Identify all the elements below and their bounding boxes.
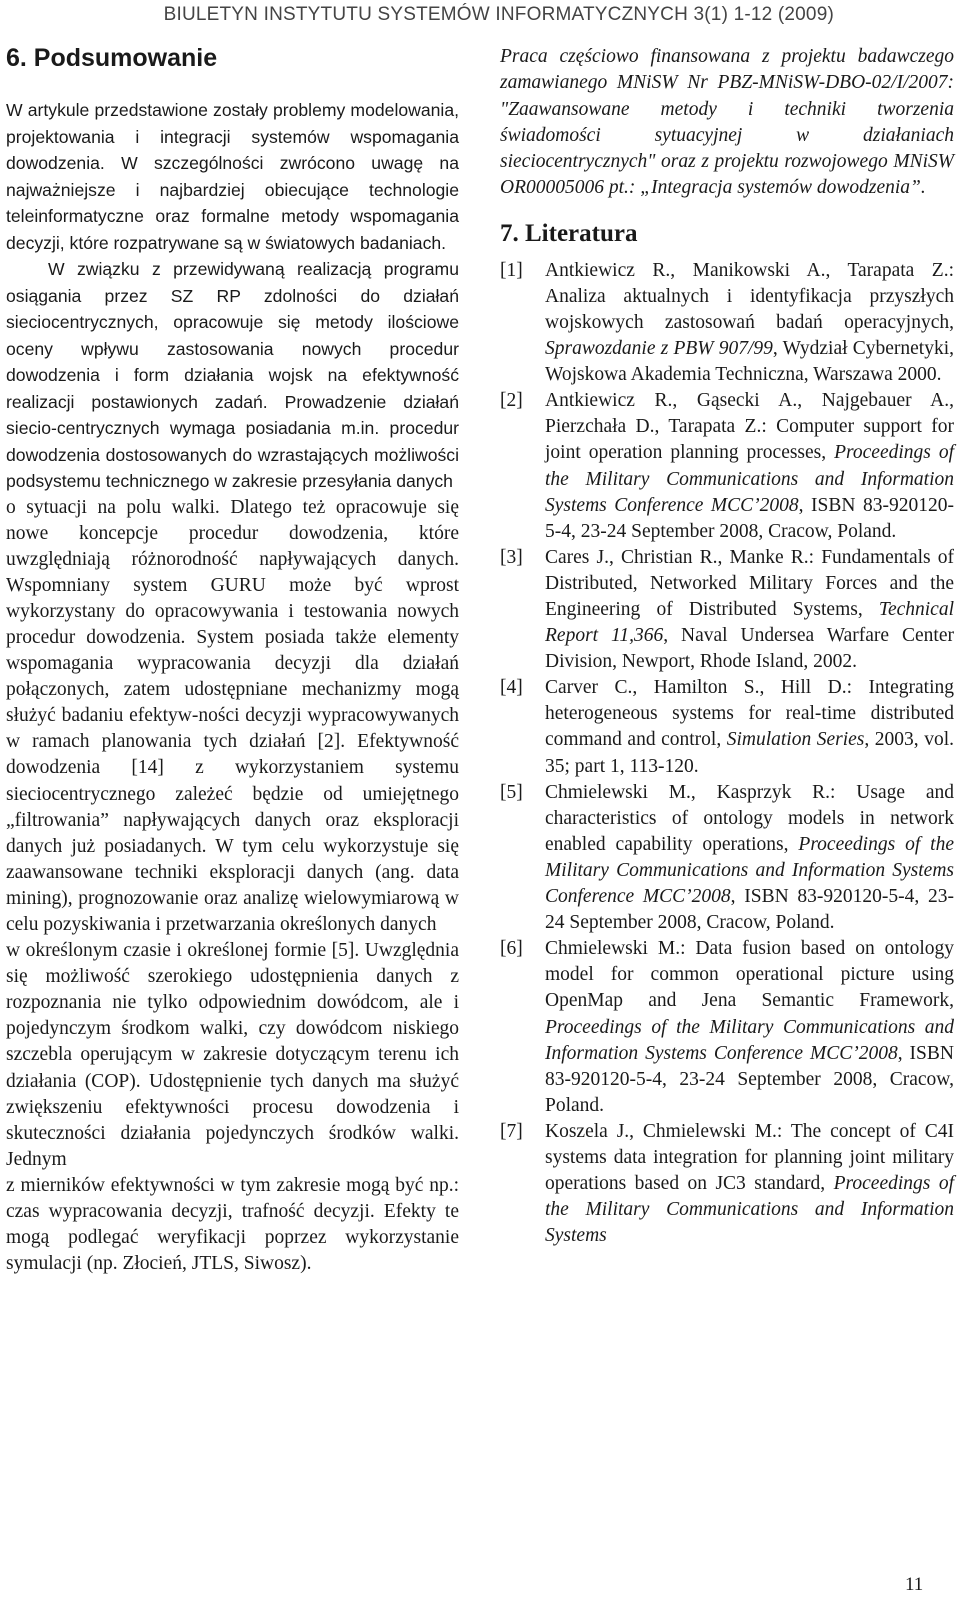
section-7-title: 7. Literatura (500, 219, 638, 247)
reference-number: [4] (500, 677, 523, 699)
reference-number: [3] (500, 546, 523, 568)
reference-text: Chmielewski M.: Data fusion based on ontology model for common operational picture using OpenMap and Jena Semantic Framework, Proceedings of the Military Communications and Information Systems Conference MCC’2008, ISBN 83-920120-5-4, 23-24 September 2008, Cracow, Poland. (545, 938, 954, 1116)
reference-item (500, 388, 954, 545)
summary-paragraph-4: w określonym czasie i określonej formie [5]. Uwzględnia się możliwość szerokiego udostępnienia danych z rozpoznania nie tylko odpowiednim dowódcom, ale i pojedynczym środkom walki, czy dowódcom niskiego szczebla operującym w zakresie dotyczącym terenu ich działania (COP). Udostępnienie tych danych ma służyć zwiększeniu efektywności procesu dowodzenia i skuteczności działania pojedynczych środków walki. Jednym (6, 940, 459, 1170)
reference-text: Koszela J., Chmielewski M.: The concept of C4I systems data integration for planning joint military operations based on JC3 standard, Proceedings of the Military Communications and Information Systems (545, 1120, 954, 1247)
reference-item (500, 936, 954, 1119)
summary-paragraph-5: z mierników efektywności w tym zakresie mogą być np.: czas wypracowania decyzji, trafność decyzji. Efekty te mogą podlegać weryfikacji poprzez wykorzystanie symulacji (np. Złocień, JTLS, Siwosz). (6, 1174, 459, 1275)
right-column (500, 44, 954, 1249)
running-header: BIULETYN INSTYTUTU SYSTEMÓW INFORMATYCZNYCH 3(1) 1-12 (2009) (163, 4, 834, 25)
summary-paragraph-3: o sytuacji na polu walki. Dlatego też opracowuje się nowe koncepcje procedur dowodzenia, które uwzględniają różnorodność napływających danych. Wspomniany system GURU może być wprost wykorzystany do opracowywania i testowania nowych procedur dowodzenia. System posiada także elementy wspomagania wypracowania decyzji dla działań połączonych, zatem udostępniane mechanizmy mogą służyć badaniu efektyw-ności decyzji wypracowywanych w ramach planowania tych działań [2]. Efektywność dowodzenia [14] z wykorzystaniem systemu sieciocentrycznego zależeć będzie od umiejętnego „filtrowania” napływających danych oraz eksploracji danych już posiadanych. W tym celu wykorzystuje się zaawansowane techniki eksploracji danych (ang. data mining), prognozowanie oraz analizę wielowymiarową w celu pozyskiwania i przetwarzania określonych danych (6, 496, 459, 935)
reference-text: Carver C., Hamilton S., Hill D.: Integrating heterogeneous systems for real-time distributed command and control, Simulation Series, 2003, vol. 35; part 1, 113-120. (545, 677, 954, 777)
summary-paragraph-1: W artykule przedstawione zostały problemy modelowania, projektowania i integracji systemów wspomagania dowodzenia. W szczególności zwrócono uwagę na najważniejsze i najbardziej obiecujące technologie teleinformatyczne oraz formalne metody wspomagania decyzji, które rozpatrywane są w światowych badaniach. (6, 100, 459, 253)
reference-list (500, 258, 954, 1250)
reference-text: Antkiewicz R., Manikowski A., Tarapata Z.: Analiza aktualnych i identyfikacja przyszłych wojskowych zastosowań badań operacyjnych, Sprawozdanie z PBW 907/99, Wydział Cybernetyki, Wojskowa Akademia Techniczna, Warszawa 2000. (545, 259, 954, 386)
summary-paragraph-2: W związku z przewidywaną realizacją programu osiągania przez SZ RP zdolności do działań sieciocentrycznych, opracowuje się metody ilościowe oceny wpływu zastosowania nowych procedur dowodzenia i form działania wojsk na efektywność realizacji postawionych zadań. Prowadzenie działań siecio-centrycznych wymaga posiadania m.in. procedur dowodzenia dostosowanych do wzrastających możliwości podsystemu technicznego w zakresie przesyłania danych (6, 259, 459, 491)
reference-text: Cares J., Christian R., Manke R.: Fundamentals of Distributed, Networked Military Forces and the Engineering of Distributed Systems, Technical Report 11,366, Naval Undersea Warfare Center Division, Newport, Rhode Island, 2002. (545, 546, 954, 673)
reference-number: [7] (500, 1120, 523, 1142)
left-column (6, 44, 459, 1277)
reference-item (500, 258, 954, 388)
reference-item (500, 1119, 954, 1249)
reference-number: [2] (500, 390, 523, 412)
reference-text: Chmielewski M., Kasprzyk R.: Usage and characteristics of ontology models in network enabled capability operations, Proceedings of the Military Communications and Information Systems Conference MCC’2008, ISBN 83-920120-5-4, 23-24 September 2008, Cracow, Poland. (545, 781, 954, 934)
funding-note: Praca częściowo finansowana z projektu badawczego zamawianego MNiSW Nr PBZ-MNiSW-DBO-02/I/2007: "Zaawansowane metody i techniki tworzenia świadomości sytuacyjnej w działaniach sieciocentrycznych" oraz z projektu rozwojowego MNiSW OR00005006 pt.: „Integracja systemów dowodzenia”. (500, 46, 954, 199)
reference-item (500, 675, 954, 779)
reference-item (500, 780, 954, 937)
reference-item (500, 545, 954, 675)
reference-number: [1] (500, 259, 523, 281)
page-number: 11 (905, 1574, 924, 1595)
reference-text: Antkiewicz R., Gąsecki A., Najgebauer A., Pierzchała D., Tarapata Z.: Computer support for joint operation planning processes, Proceedings of the Military Communications and Information Systems Conference MCC’2008, ISBN 83-920120-5-4, 23-24 September 2008, Cracow, Poland. (545, 390, 954, 542)
section-6-title: 6. Podsumowanie (6, 44, 218, 72)
reference-number: [6] (500, 938, 523, 960)
reference-number: [5] (500, 781, 523, 803)
